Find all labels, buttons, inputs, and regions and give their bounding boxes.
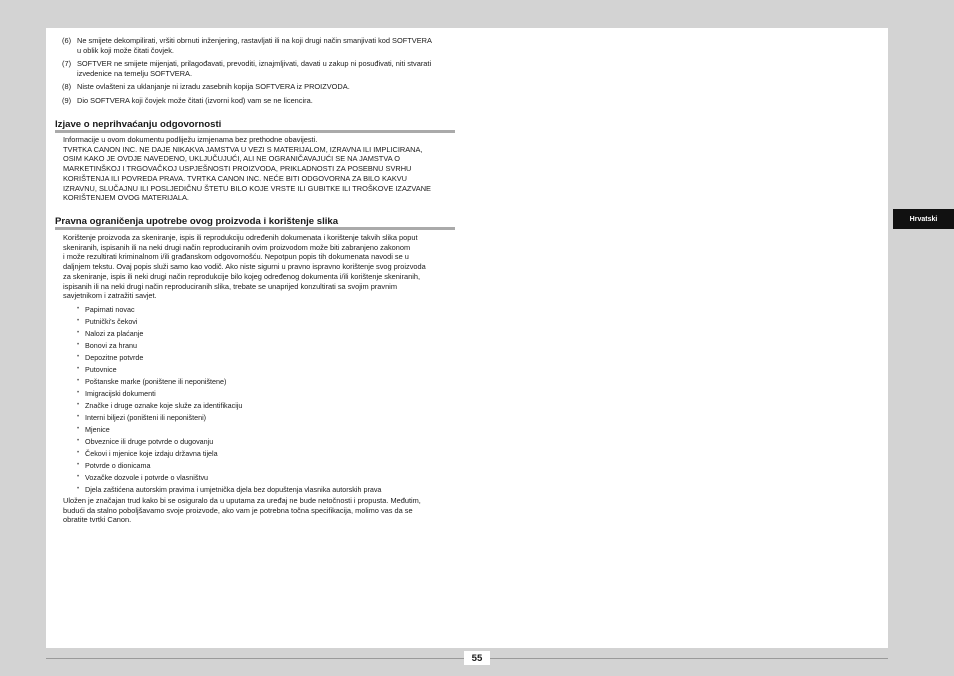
disclaimer-line: TVRTKA CANON INC. NE DAJE NIKAKVA JAMSTVA U VEZI S MATERIJALOM, IZRAVNA ILI IMPLICIRANA, [63,144,423,154]
list-item-text: Čekovi i mjenice koje izdaju državna tijela [85,449,218,458]
item-line: Dio SOFTVERA koji čovjek može čitati (izvorni kod) vam se ne licencira. [77,95,313,105]
item-number: (8) [62,82,72,92]
item-text [77,96,457,106]
bullet-icon: • [77,330,80,336]
list-item-text: Imigracijski dokumenti [85,389,156,398]
legal-line: ispisanih ili na neki drugi način reproduciranih slika, trebate se unaprijed konzultirati sa svojim pravnim [63,281,397,291]
item-number: (6) [62,36,72,45]
item-line: izvedenice na temelju SOFTVERA. [77,68,193,78]
item-text [77,82,457,92]
bullet-icon: • [77,462,80,468]
numbered-item [62,82,457,92]
list-item-text: Obveznice ili druge potvrde o dugovanju [85,437,214,446]
list-item-text: Putnički's čekovi [85,317,138,326]
item-line: Ne smijete dekompilirati, vršiti obrnuti inženjering, rastavljati ili na koji drugi način smanjivati kod SOFTVERA [77,36,432,45]
list-item-text: Bonovi za hranu [85,341,137,350]
item-line: SOFTVER ne smijete mijenjati, prilagođavati, prevoditi, iznajmljivati, davati u zakup ni posuđivati, niti stvarati [77,59,432,69]
restricted-documents-list [77,305,457,497]
list-item-text: Značke i druge oznake koje služe za identifikaciju [85,401,243,410]
disclaimer-line: KORIŠTENJA ILI POVREDA PRAVA. TVRTKA CANON INC. NEĆE BITI ODGOVORNA ZA BILO KAKVU [63,173,408,183]
item-text [77,59,457,78]
bullet-icon: • [77,318,80,324]
list-item [77,425,457,437]
legal-line: savjetnikom i zatražiti savjet. [63,291,157,301]
legal-intro-paragraph [63,233,458,301]
item-text [77,36,457,55]
closing-line: budući da stalno poboljšavamo svoje proizvode, ako vam je potrebna točna specifikacija, molimo vas da se [63,505,413,515]
list-item [77,377,457,389]
list-item [77,437,457,449]
bullet-icon: • [77,366,80,372]
legal-line: daljnjem tekstu. Ovaj popis služi samo kao vodič. Ako niste sigurni u pravno ispravno korištenje svog proizvoda [63,262,426,272]
legal-line: skeniranih, ispisanih ili na neki drugi način reproduciranih ovim proizvodom može biti zabranjeno zakonom [63,242,411,252]
list-item-text: Mjenice [85,425,110,434]
list-item-text: Interni biljezi (poništeni ili neponišteni) [85,413,207,422]
numbered-item [62,59,457,78]
list-item-text: Papirnati novac [85,305,135,314]
disclaimer-line: KORIŠTENJEM OVOG MATERIJALA. [63,193,189,203]
list-item-text: Nalozi za plaćanje [85,329,144,338]
bullet-icon: • [77,378,80,384]
list-item [77,473,457,485]
list-item-text: Djela zaštićena autorskim pravima i umjetnička djela bez dopuštenja vlasnika autorskih prava [85,485,382,494]
list-item [77,413,457,425]
bullet-icon: • [77,426,80,432]
list-item [77,389,457,401]
disclaimer-line: MARKETINŠKOJ I TRGOVAČKOJ USPJEŠNOSTI PROIZVODA, PRIKLADNOSTI ZA POSEBNU SVRHU [63,164,412,174]
closing-line: Uložen je značajan trud kako bi se osiguralo da u uputama za uređaj ne bude netočnosti i propusta. Međutim, [63,496,421,505]
list-item [77,449,457,461]
list-item [77,461,457,473]
closing-line: obratite tvrtki Canon. [63,515,132,525]
item-line: u oblik koji može čitati čovjek. [77,45,174,55]
bullet-icon: • [77,450,80,456]
bullet-icon: • [77,474,80,480]
page-number: 55 [464,651,490,665]
bullet-icon: • [77,438,80,444]
disclaimer-line: IZRAVNU, SLUČAJNU ILI POSLJEDIČNU ŠTETU BILO KOJE VRSTE ILI GUBITKE ILI TROŠKOVE IZAZVANE [63,183,431,193]
list-item [77,329,457,341]
numbered-list [62,36,457,110]
bullet-icon: • [77,402,80,408]
item-line: Niste ovlašteni za uklanjanje ni izradu zasebnih kopija SOFTVERA iz PROIZVODA. [77,82,350,92]
list-item [77,401,457,413]
bullet-icon: • [77,342,80,348]
language-tab: Hrvatski [893,209,954,229]
closing-paragraph [63,496,458,525]
bullet-icon: • [77,390,80,396]
list-item-text: Poštanske marke (poništene ili neponištene) [85,377,227,386]
disclaimer-line: Informacije u ovom dokumentu podliježu izmjenama bez prethodne obavijesti. [63,135,318,144]
legal-line: i može rezultirati kriminalnom i/ili građanskom odgovornošću. Nepotpun popis tih dokumenata navodi se u [63,252,409,262]
disclaimer-heading: Izjave o neprihvaćanju odgovornosti [55,119,455,133]
list-item-text: Putovnice [85,365,117,374]
bullet-icon: • [77,354,80,360]
list-item [77,341,457,353]
list-item [77,353,457,365]
item-number: (7) [62,59,72,69]
numbered-item [62,96,457,106]
disclaimer-paragraph [63,135,458,203]
numbered-item [62,36,457,55]
list-item-text: Potvrde o dionicama [85,461,151,470]
disclaimer-line: OSIM KAKO JE OVDJE NAVEDENO, UKLJUČUJUĆI, ALI NE OGRANIČAVAJUĆI SE NA JAMSTVA O [63,154,401,164]
bullet-icon: • [77,486,80,492]
list-item [77,365,457,377]
list-item [77,317,457,329]
legal-line: Korištenje proizvoda za skeniranje, ispis ili reprodukciju određenih dokumenata i korištenje takvih slika poput [63,233,418,242]
list-item [77,305,457,317]
list-item-text: Depozitne potvrde [85,353,144,362]
item-number: (9) [62,95,72,105]
legal-heading: Pravna ograničenja upotrebe ovog proizvoda i korištenje slika [55,216,455,230]
list-item-text: Vozačke dozvole i potvrde o vlasništvu [85,473,209,482]
legal-line: za skeniranje, ispis ili neki drugi način reprodukcije bilo kojeg određenog dokumenta i/ili korištenje skeniranih, [63,271,420,281]
bullet-icon: • [77,306,80,312]
bullet-icon: • [77,414,80,420]
